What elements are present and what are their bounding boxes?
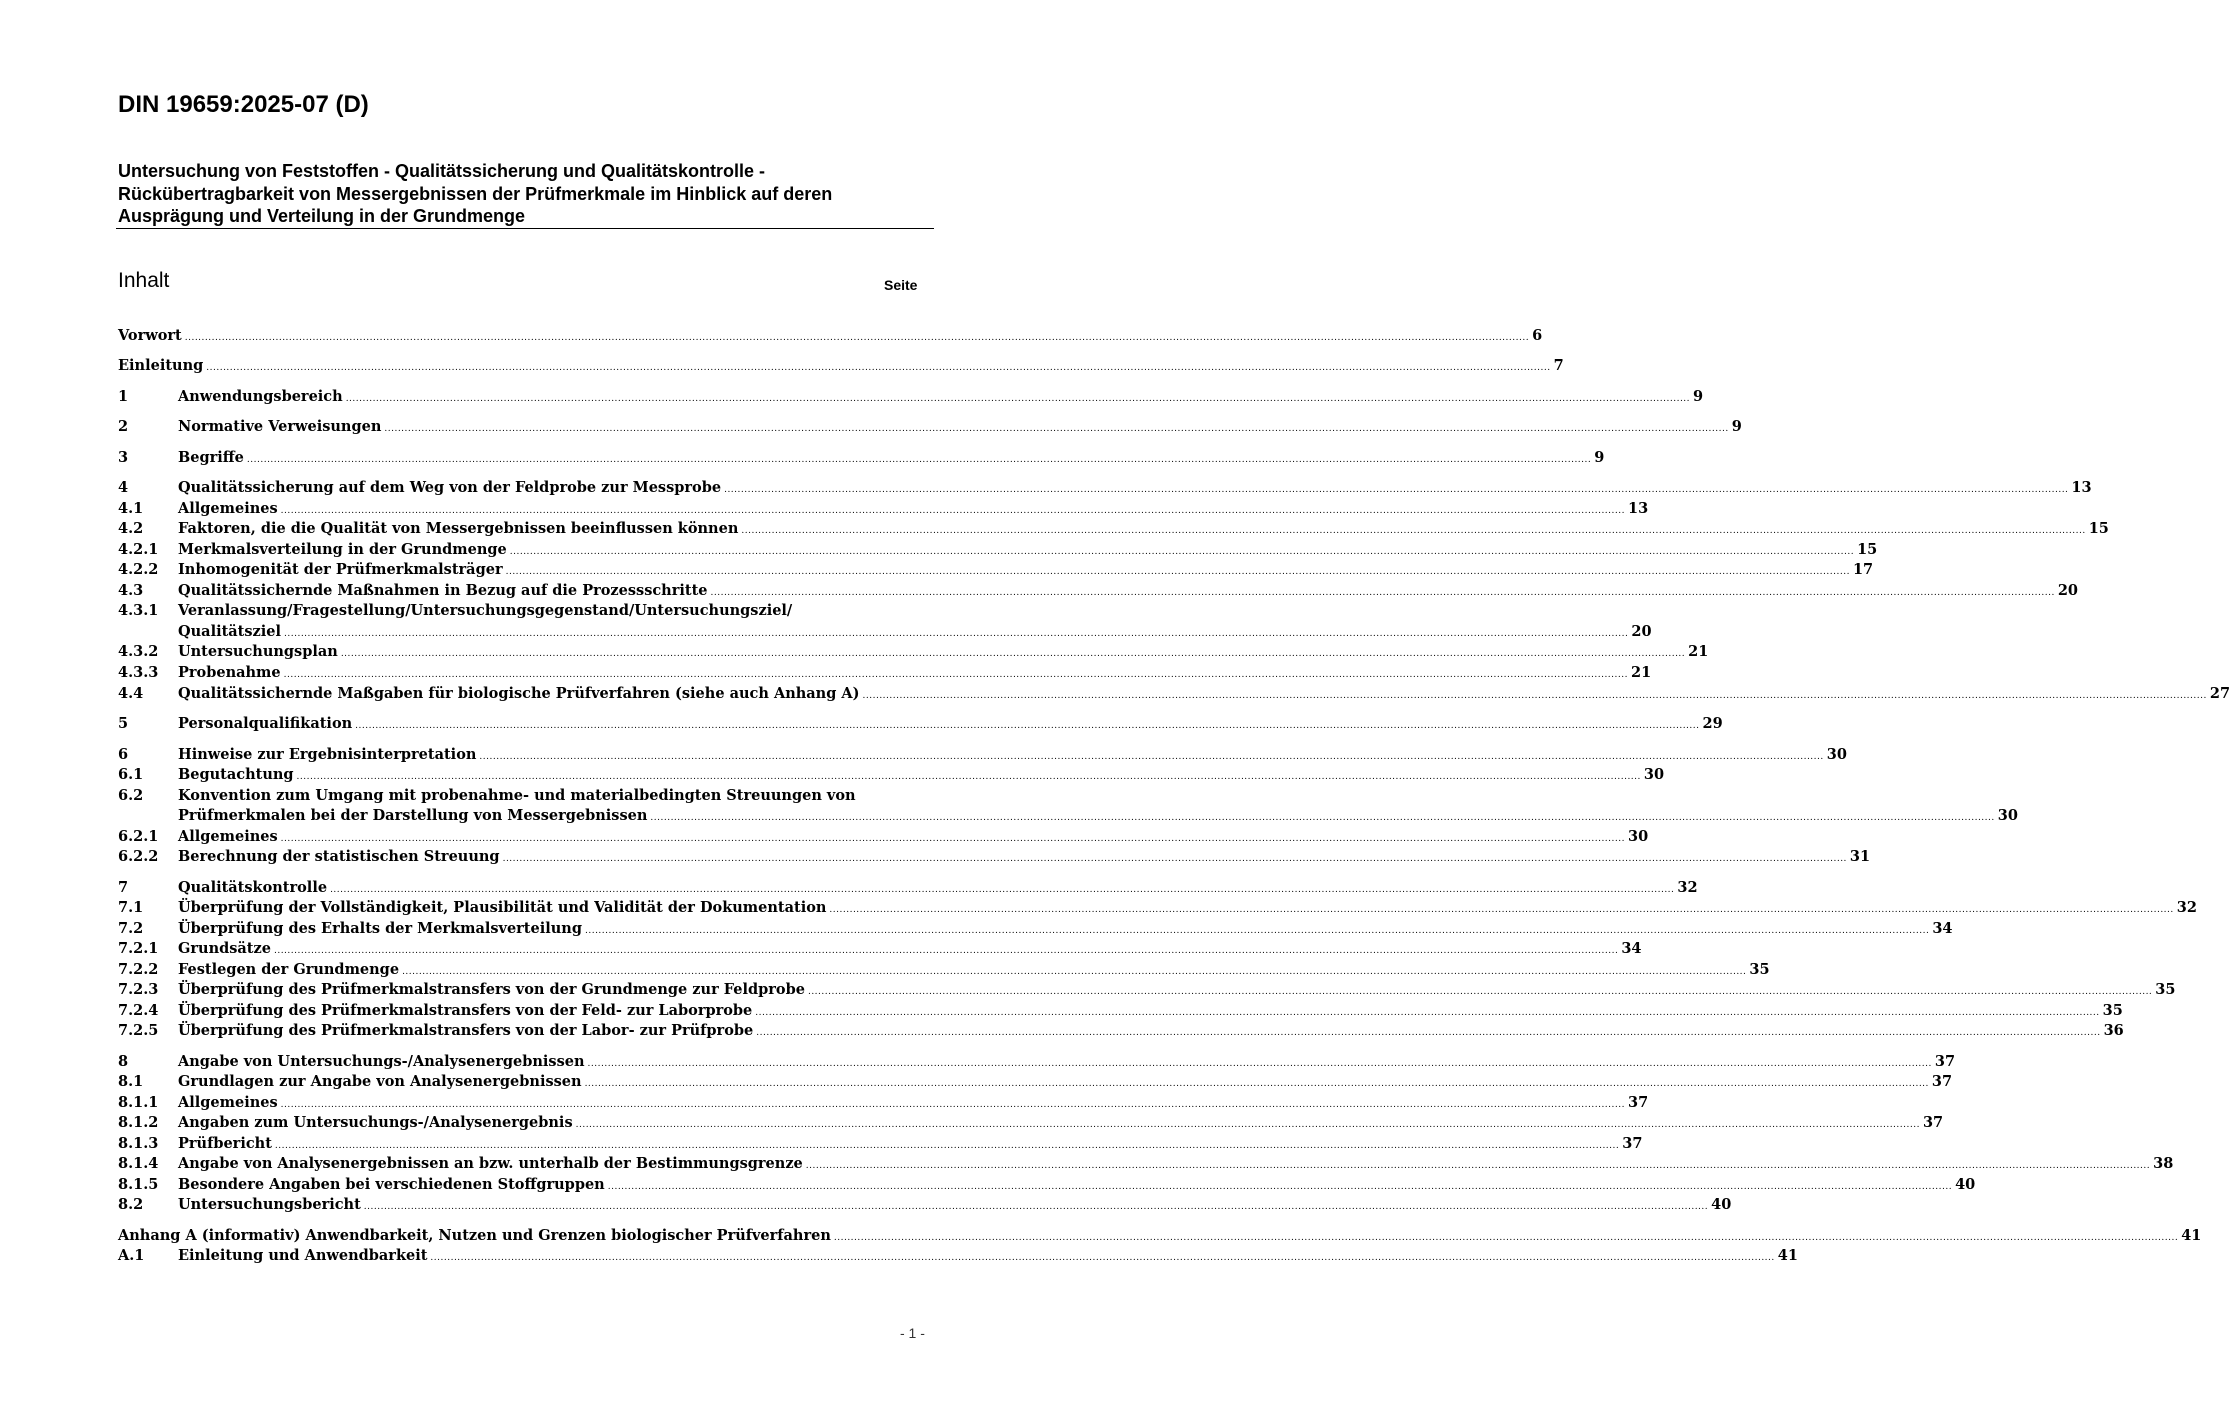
toc-entry[interactable] bbox=[118, 540, 1878, 561]
toc-entry-title: Einleitung bbox=[118, 357, 204, 374]
dot-leader: ................................................................................................................................................................................................................................................................................................................................................................................................................ bbox=[280, 1099, 1625, 1110]
toc-entry-page: 36 bbox=[2103, 1022, 2124, 1039]
dot-leader: ................................................................................................................................................................................................................................................................................................................................................................................................................ bbox=[273, 945, 1619, 956]
dot-leader: ................................................................................................................................................................................................................................................................................................................................................................................................................ bbox=[280, 505, 1625, 516]
toc-entry[interactable] bbox=[118, 326, 1543, 347]
toc-entry[interactable] bbox=[118, 417, 1742, 438]
dot-leader: ................................................................................................................................................................................................................................................................................................................................................................................................................ bbox=[355, 720, 1700, 731]
toc-entry-number: 4 bbox=[118, 479, 129, 496]
page-number: - 1 - bbox=[900, 1325, 925, 1341]
toc-entry-title: Prüfbericht bbox=[178, 1135, 272, 1152]
toc-entry-number: 7.2.1 bbox=[118, 940, 159, 957]
toc-entry-title: Qualitätsziel bbox=[178, 623, 282, 640]
toc-entry[interactable] bbox=[118, 1226, 2202, 1247]
toc-entry-number: 8 bbox=[118, 1053, 129, 1070]
dot-leader: ................................................................................................................................................................................................................................................................................................................................................................................................................ bbox=[430, 1252, 1775, 1263]
toc-page-column-label: Seite bbox=[884, 277, 918, 293]
toc-entry-number: 6.2.2 bbox=[118, 848, 159, 865]
toc-entry-number: 8.1.1 bbox=[118, 1094, 159, 1111]
toc-entry-title: Untersuchungsbericht bbox=[178, 1196, 361, 1213]
toc-entry-title: Qualitätssichernde Maßgaben für biologische Prüfverfahren (siehe auch Anhang A) bbox=[178, 685, 860, 702]
dot-leader: ................................................................................................................................................................................................................................................................................................................................................................................................................ bbox=[575, 1119, 1920, 1130]
toc-entry[interactable] bbox=[118, 1113, 1944, 1134]
toc-entry-title: Untersuchungsplan bbox=[178, 643, 338, 660]
toc-entry-number: 8.1.3 bbox=[118, 1135, 159, 1152]
title-divider bbox=[116, 228, 934, 229]
toc-entry[interactable] bbox=[118, 765, 1665, 786]
toc-entry-page: 17 bbox=[1852, 561, 1874, 578]
toc-entry-title: Merkmalsverteilung in der Grundmenge bbox=[178, 541, 507, 558]
toc-entry-number: 6.2 bbox=[118, 787, 144, 804]
dot-leader: ................................................................................................................................................................................................................................................................................................................................................................................................................ bbox=[584, 1078, 1929, 1089]
toc-entry-page: 34 bbox=[1621, 940, 1642, 957]
toc-entry-page: 29 bbox=[1702, 715, 1723, 732]
toc-entry-page: 35 bbox=[2155, 981, 2176, 998]
toc-entry-page: 30 bbox=[1997, 807, 2018, 824]
dot-leader: ................................................................................................................................................................................................................................................................................................................................................................................................................ bbox=[509, 546, 1855, 557]
toc-entry-number: 3 bbox=[118, 449, 129, 466]
dot-leader: ................................................................................................................................................................................................................................................................................................................................................................................................................ bbox=[862, 690, 2207, 701]
toc-entry[interactable] bbox=[118, 581, 2079, 602]
toc-entry[interactable] bbox=[118, 387, 1704, 408]
toc-entry[interactable] bbox=[118, 622, 1652, 643]
toc-entry-title: Qualitätssichernde Maßnahmen in Bezug auf die Prozessschritte bbox=[178, 582, 708, 599]
toc-entry-title: Überprüfung des Prüfmerkmalstransfers von der Labor- zur Prüfprobe bbox=[178, 1022, 754, 1039]
toc-entry-number: A.1 bbox=[118, 1247, 145, 1264]
dot-leader: ................................................................................................................................................................................................................................................................................................................................................................................................................ bbox=[384, 423, 1729, 434]
dot-leader: ................................................................................................................................................................................................................................................................................................................................................................................................................ bbox=[184, 332, 1530, 343]
toc-entry[interactable] bbox=[118, 1093, 1649, 1114]
toc-entry[interactable] bbox=[118, 684, 2230, 705]
toc-entry[interactable] bbox=[118, 960, 1770, 981]
toc-entry-number: 7.1 bbox=[118, 899, 144, 916]
toc-entry-page: 9 bbox=[1594, 449, 1605, 466]
toc-entry-title: Inhomogenität der Prüfmerkmalsträger bbox=[178, 561, 503, 578]
toc-entry-number: 4.3 bbox=[118, 582, 144, 599]
toc-entry-page: 7 bbox=[1553, 357, 1564, 374]
toc-entry-title: Berechnung der statistischen Streuung bbox=[178, 848, 500, 865]
toc-entry-title: Faktoren, die die Qualität von Messergebnissen beeinflussen können bbox=[178, 520, 739, 537]
toc-entry-page: 41 bbox=[2181, 1227, 2202, 1244]
toc-entry[interactable] bbox=[118, 1134, 1643, 1155]
dot-leader: ................................................................................................................................................................................................................................................................................................................................................................................................................ bbox=[206, 362, 1551, 373]
toc-entry[interactable] bbox=[118, 499, 1649, 520]
toc-entry-number: 4.3.1 bbox=[118, 602, 159, 619]
toc-entry-title: Probenahme bbox=[178, 664, 281, 681]
toc-entry[interactable] bbox=[118, 519, 2109, 540]
dot-leader: ................................................................................................................................................................................................................................................................................................................................................................................................................ bbox=[829, 904, 2174, 915]
subtitle-line: Untersuchung von Feststoffen - Qualitätssicherung und Qualitätskontrolle - bbox=[118, 161, 766, 181]
dot-leader: ................................................................................................................................................................................................................................................................................................................................................................................................................ bbox=[402, 966, 1747, 977]
toc-entry[interactable] bbox=[118, 448, 1605, 469]
toc-entry[interactable] bbox=[118, 847, 1871, 868]
toc-entry-title: Begutachtung bbox=[178, 766, 294, 783]
toc-entry-number: 7.2.2 bbox=[118, 961, 159, 978]
toc-entry[interactable] bbox=[118, 1195, 1732, 1216]
dot-leader: ................................................................................................................................................................................................................................................................................................................................................................................................................ bbox=[607, 1181, 1953, 1192]
dot-leader: ................................................................................................................................................................................................................................................................................................................................................................................................................ bbox=[756, 1027, 2101, 1038]
toc-entry-number: 6.2.1 bbox=[118, 828, 159, 845]
toc-entry-page: 30 bbox=[1643, 766, 1665, 783]
dot-leader: ................................................................................................................................................................................................................................................................................................................................................................................................................ bbox=[584, 925, 1930, 936]
toc-entry[interactable] bbox=[118, 560, 1874, 581]
toc-entry-title: Prüfmerkmalen bei der Darstellung von Messergebnissen bbox=[178, 807, 648, 824]
toc-entry-page: 37 bbox=[1622, 1135, 1643, 1152]
toc-entry[interactable] bbox=[118, 898, 2197, 919]
toc-entry-page: 38 bbox=[2153, 1155, 2174, 1172]
dot-leader: ................................................................................................................................................................................................................................................................................................................................................................................................................ bbox=[805, 1160, 2151, 1171]
toc-entry-number: 8.1.4 bbox=[118, 1155, 159, 1172]
toc-entry-number: 4.2 bbox=[118, 520, 144, 537]
dot-leader: ................................................................................................................................................................................................................................................................................................................................................................................................................ bbox=[330, 884, 1675, 895]
toc-entry-title: Allgemeines bbox=[178, 1094, 278, 1111]
toc-entry-title: Einleitung und Anwendbarkeit bbox=[178, 1247, 428, 1264]
toc-entry-title: Besondere Angaben bei verschiedenen Stoffgruppen bbox=[178, 1176, 605, 1193]
toc-entry[interactable] bbox=[118, 478, 2092, 499]
toc-entry-title: Veranlassung/Fragestellung/Untersuchungsgegenstand/Untersuchungsziel/ bbox=[178, 602, 793, 619]
dot-leader: ................................................................................................................................................................................................................................................................................................................................................................................................................ bbox=[340, 648, 1686, 659]
toc-entry-title: Qualitätssicherung auf dem Weg von der Feldprobe zur Messprobe bbox=[178, 479, 722, 496]
toc-entry-page: 13 bbox=[1627, 500, 1649, 517]
toc-entry-number: 8.1.2 bbox=[118, 1114, 159, 1131]
toc-entry-number: 8.2 bbox=[118, 1196, 144, 1213]
dot-leader: ................................................................................................................................................................................................................................................................................................................................................................................................................ bbox=[741, 525, 2086, 536]
toc-heading: Inhalt bbox=[118, 269, 170, 292]
dot-leader: ................................................................................................................................................................................................................................................................................................................................................................................................................ bbox=[505, 566, 1850, 577]
toc-entry-page: 15 bbox=[1857, 541, 1878, 558]
toc-entry-number: 1 bbox=[118, 388, 129, 405]
dot-leader: ................................................................................................................................................................................................................................................................................................................................................................................................................ bbox=[296, 771, 1641, 782]
dot-leader: ................................................................................................................................................................................................................................................................................................................................................................................................................ bbox=[833, 1232, 2179, 1243]
toc-entry[interactable] bbox=[118, 1246, 1798, 1267]
toc-entry-number: 4.4 bbox=[118, 685, 144, 702]
toc-entry-page: 30 bbox=[1627, 828, 1649, 845]
toc-entry[interactable] bbox=[118, 919, 1953, 940]
toc-entry-page: 21 bbox=[1688, 643, 1709, 660]
toc-entry-page: 20 bbox=[1631, 623, 1652, 640]
toc-entry-title: Begriffe bbox=[178, 449, 244, 466]
toc-entry-title: Überprüfung des Prüfmerkmalstransfers von der Grundmenge zur Feldprobe bbox=[178, 981, 805, 998]
dot-leader: ................................................................................................................................................................................................................................................................................................................................................................................................................ bbox=[502, 853, 1847, 864]
toc-entry[interactable] bbox=[118, 601, 930, 622]
toc-entry-title: Festlegen der Grundmenge bbox=[178, 961, 400, 978]
document-id: DIN 19659:2025-07 (D) bbox=[118, 91, 369, 118]
subtitle-line: Rückübertragbarkeit von Messergebnissen der Prüfmerkmale im Hinblick auf deren bbox=[118, 183, 833, 204]
toc-entry-page: 35 bbox=[2102, 1002, 2123, 1019]
toc-entry-page: 20 bbox=[2057, 582, 2079, 599]
toc-entry-title: Grundlagen zur Angabe von Analysenergebnissen bbox=[178, 1073, 582, 1090]
toc-entry[interactable] bbox=[118, 980, 2176, 1001]
dot-leader: ................................................................................................................................................................................................................................................................................................................................................................................................................ bbox=[807, 986, 2153, 997]
toc-entry-page: 37 bbox=[1934, 1053, 1956, 1070]
toc-entry-title: Überprüfung des Erhalts der Merkmalsverteilung bbox=[178, 920, 582, 937]
toc-entry-page: 9 bbox=[1693, 388, 1704, 405]
dot-leader: ................................................................................................................................................................................................................................................................................................................................................................................................................ bbox=[280, 833, 1625, 844]
toc-entry-title: Konvention zum Umgang mit probenahme- und materialbedingten Streuungen von bbox=[178, 787, 856, 804]
toc-entry-number: 7.2.4 bbox=[118, 1002, 159, 1019]
toc-entry-page: 32 bbox=[1677, 879, 1698, 896]
toc-entry-page: 34 bbox=[1932, 920, 1953, 937]
toc-entry-title: Überprüfung der Vollständigkeit, Plausibilität und Validität der Dokumentation bbox=[178, 899, 827, 916]
toc-entry-page: 37 bbox=[1931, 1073, 1953, 1090]
toc-entry-page: 32 bbox=[2176, 899, 2197, 916]
toc-entry-page: 13 bbox=[2071, 479, 2092, 496]
toc-entry-title: Angabe von Untersuchungs-/Analysenergebnissen bbox=[178, 1053, 585, 1070]
toc-entry-number: 4.3.2 bbox=[118, 643, 159, 660]
toc-entry[interactable] bbox=[118, 827, 1649, 848]
toc-entry-title: Überprüfung des Prüfmerkmalstransfers von der Feld- zur Laborprobe bbox=[178, 1002, 753, 1019]
toc-entry-page: 6 bbox=[1532, 327, 1543, 344]
toc-entry[interactable] bbox=[118, 356, 1564, 377]
toc-entry-title: Allgemeines bbox=[178, 500, 278, 517]
toc-entry-number: 4.2.1 bbox=[118, 541, 159, 558]
toc-entry-number: 7.2.5 bbox=[118, 1022, 159, 1039]
toc-entry-number: 4.2.2 bbox=[118, 561, 159, 578]
dot-leader: ................................................................................................................................................................................................................................................................................................................................................................................................................ bbox=[587, 1058, 1932, 1069]
toc-entry[interactable] bbox=[118, 642, 1709, 663]
dot-leader: ................................................................................................................................................................................................................................................................................................................................................................................................................ bbox=[284, 628, 1629, 639]
toc-entry-page: 21 bbox=[1630, 664, 1652, 681]
dot-leader: ................................................................................................................................................................................................................................................................................................................................................................................................................ bbox=[345, 393, 1691, 404]
toc-entry[interactable] bbox=[118, 663, 1652, 684]
toc-entry-page: 15 bbox=[2088, 520, 2109, 537]
toc-entry-page: 30 bbox=[1826, 746, 1847, 763]
toc-entry-title: Grundsätze bbox=[178, 940, 271, 957]
toc-entry-title: Angabe von Analysenergebnissen an bzw. unterhalb der Bestimmungsgrenze bbox=[178, 1155, 803, 1172]
toc-entry-number: 7.2 bbox=[118, 920, 144, 937]
dot-leader: ................................................................................................................................................................................................................................................................................................................................................................................................................ bbox=[724, 484, 2069, 495]
toc-entry[interactable] bbox=[118, 939, 1642, 960]
toc-entry[interactable] bbox=[118, 714, 1723, 735]
toc-entry-number: 7 bbox=[118, 879, 129, 896]
toc-entry-title: Hinweise zur Ergebnisinterpretation bbox=[178, 746, 477, 763]
toc-entry-page: 37 bbox=[1922, 1114, 1944, 1131]
toc-entry-title: Angaben zum Untersuchungs-/Analysenergebnis bbox=[178, 1114, 573, 1131]
toc-entry-number: 6.1 bbox=[118, 766, 144, 783]
toc-entry-title: Anwendungsbereich bbox=[178, 388, 343, 405]
toc-entry-number: 8.1.5 bbox=[118, 1176, 159, 1193]
toc-entry-page: 37 bbox=[1627, 1094, 1649, 1111]
dot-leader: ................................................................................................................................................................................................................................................................................................................................................................................................................ bbox=[755, 1007, 2100, 1018]
toc-entry-number: 7.2.3 bbox=[118, 981, 159, 998]
dot-leader: ................................................................................................................................................................................................................................................................................................................................................................................................................ bbox=[283, 669, 1628, 680]
toc-entry-title: Normative Verweisungen bbox=[178, 418, 382, 435]
toc-entry[interactable] bbox=[118, 1001, 2123, 1022]
toc-entry-title: Personalqualifikation bbox=[178, 715, 353, 732]
toc-entry-page: 31 bbox=[1849, 848, 1871, 865]
toc-entry[interactable] bbox=[118, 1175, 1976, 1196]
toc-entry-page: 35 bbox=[1749, 961, 1770, 978]
toc-entry-title: Allgemeines bbox=[178, 828, 278, 845]
dot-leader: ................................................................................................................................................................................................................................................................................................................................................................................................................ bbox=[710, 587, 2055, 598]
toc-entry-page: 40 bbox=[1711, 1196, 1732, 1213]
toc-entry-page: 27 bbox=[2209, 685, 2230, 702]
toc-entry-number: 6 bbox=[118, 746, 129, 763]
toc-entry[interactable] bbox=[118, 1021, 2124, 1042]
toc-entry[interactable] bbox=[118, 1154, 2174, 1175]
dot-leader: ................................................................................................................................................................................................................................................................................................................................................................................................................ bbox=[246, 454, 1592, 465]
toc-entry-title: Vorwort bbox=[118, 327, 182, 344]
toc-entry-page: 40 bbox=[1955, 1176, 1976, 1193]
toc-entry-page: 9 bbox=[1731, 418, 1742, 435]
toc-entry[interactable] bbox=[118, 806, 2018, 827]
toc-entry-title: Qualitätskontrolle bbox=[178, 879, 328, 896]
subtitle-line: Ausprägung und Verteilung in der Grundmenge bbox=[118, 206, 526, 226]
dot-leader: ................................................................................................................................................................................................................................................................................................................................................................................................................ bbox=[479, 751, 1824, 762]
toc-entry[interactable] bbox=[118, 786, 930, 807]
toc-entry[interactable] bbox=[118, 878, 1698, 899]
dot-leader: ................................................................................................................................................................................................................................................................................................................................................................................................................ bbox=[274, 1140, 1620, 1151]
toc-entry-title: Anhang A (informativ) Anwendbarkeit, Nutzen und Grenzen biologischer Prüfverfahren bbox=[118, 1227, 831, 1244]
toc-entry[interactable] bbox=[118, 1052, 1956, 1073]
document-subtitle bbox=[118, 160, 918, 228]
toc-entry-number: 4.3.3 bbox=[118, 664, 159, 681]
toc-entry-number: 5 bbox=[118, 715, 129, 732]
toc-entry-number: 4.1 bbox=[118, 500, 144, 517]
dot-leader: ................................................................................................................................................................................................................................................................................................................................................................................................................ bbox=[650, 812, 1995, 823]
toc-entry-page: 41 bbox=[1777, 1247, 1798, 1264]
toc-entry-number: 8.1 bbox=[118, 1073, 144, 1090]
toc-entry[interactable] bbox=[118, 745, 1847, 766]
toc-entry-number: 2 bbox=[118, 418, 129, 435]
toc-entry[interactable] bbox=[118, 1072, 1953, 1093]
dot-leader: ................................................................................................................................................................................................................................................................................................................................................................................................................ bbox=[363, 1201, 1709, 1212]
